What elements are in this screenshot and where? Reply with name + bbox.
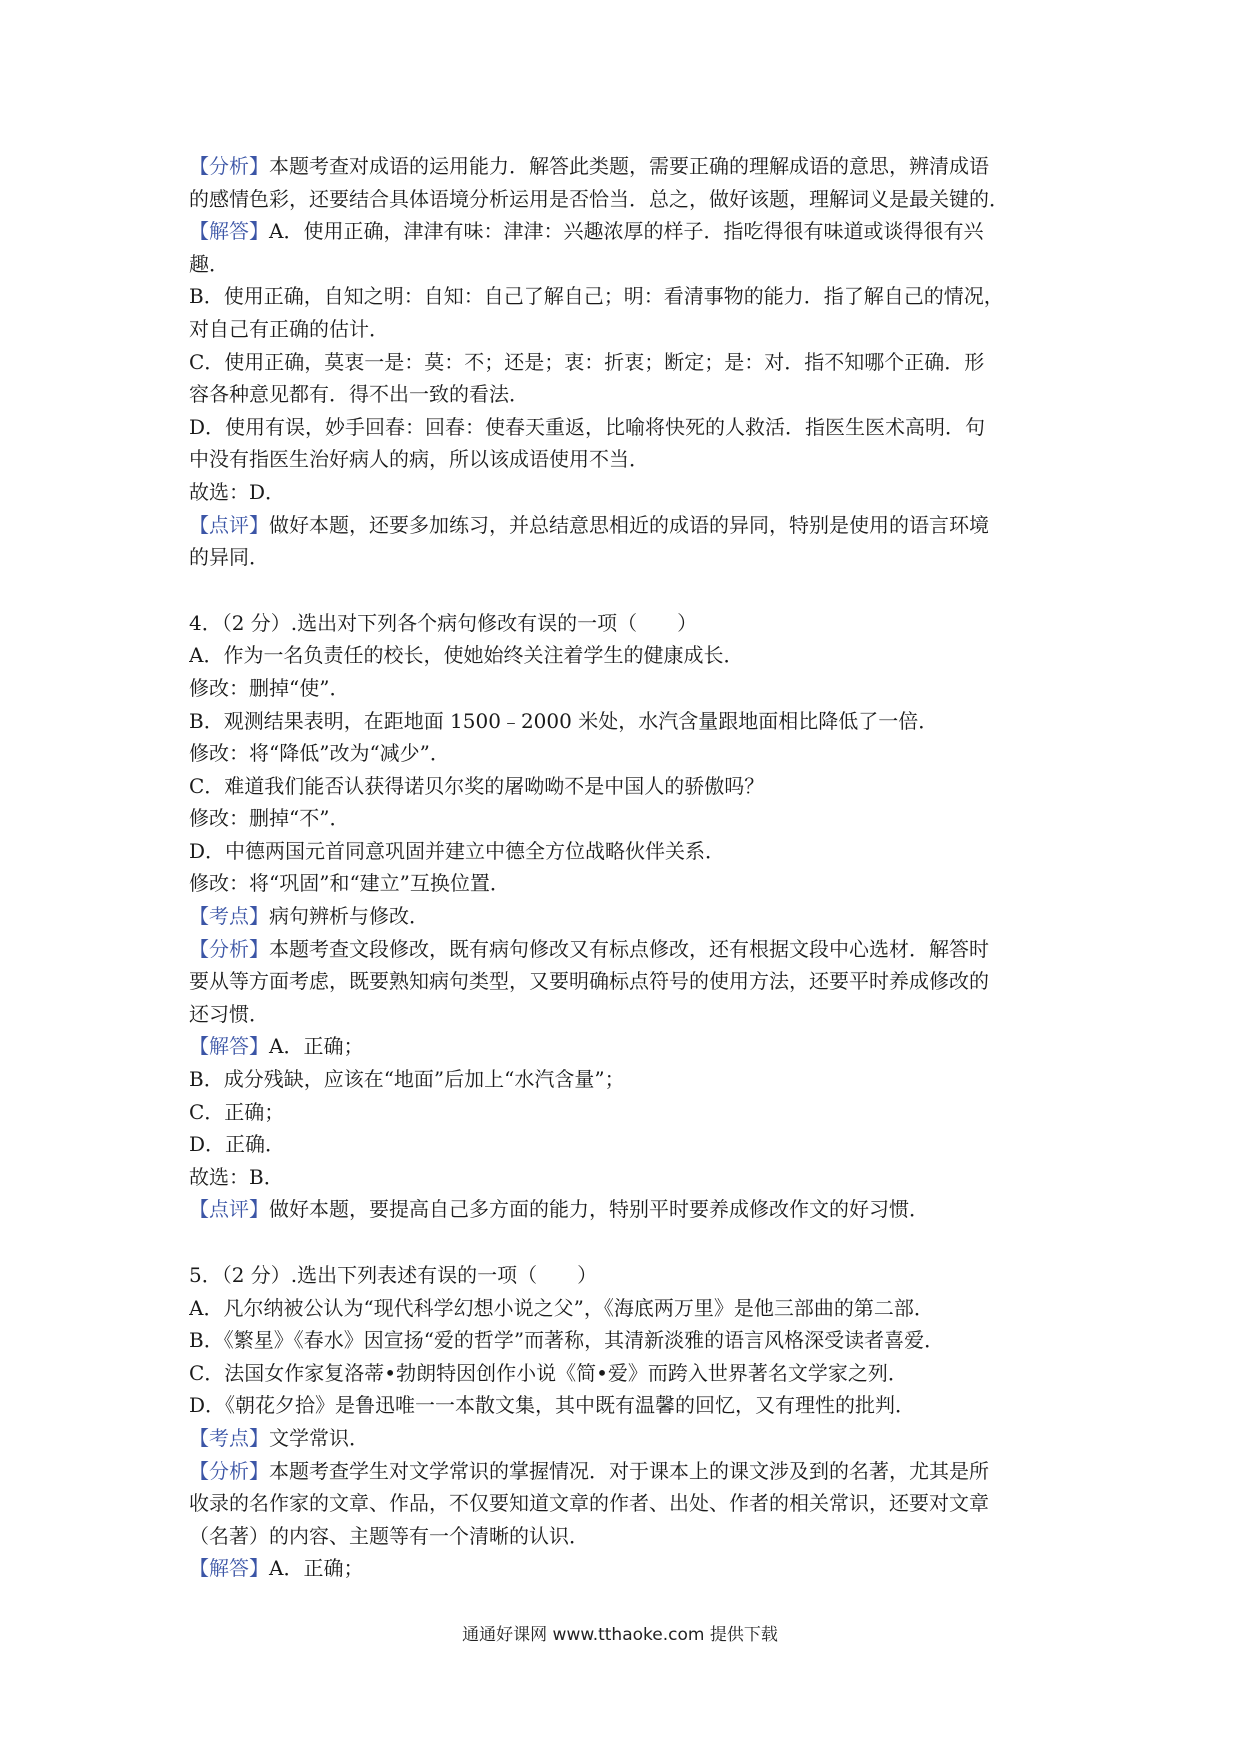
q5-option-b: B．《繁星》《春水》因宣扬“爱的哲学”而著称，其清新淡雅的语言风格深受读者喜爱． (189, 1328, 945, 1353)
q4-option-a-fix: 修改：删掉“使”． (189, 675, 350, 700)
q5-answer-line-1 (189, 1552, 1059, 1585)
q4-answer-d: D．正确． (189, 1132, 286, 1157)
q5-answer-text-1: A．正确； (269, 1556, 364, 1581)
analysis-tag: 【分析】 (189, 1458, 269, 1483)
comment-tag: 【点评】 (189, 1197, 269, 1222)
point-tag: 【考点】 (189, 904, 269, 929)
q3-option-b-line-1: B．使用正确，自知之明：自知：自己了解自己；明：看清事物的能力．指了解自己的情况， (189, 284, 1004, 309)
q3-option-c-line-2: 容各种意见都有．得不出一致的看法． (189, 382, 529, 407)
q4-answer-text-1: A．正确； (269, 1034, 364, 1059)
q3-answer-line-1 (189, 215, 1059, 248)
q3-option-d-line-1: D．使用有误，妙手回春：回春：使春天重返，比喻将快死的人救活．指医生医术高明．句 (189, 414, 986, 439)
document-body (189, 150, 1059, 1585)
q5-analysis-line-2: 收录的名作家的文章、作品，不仅要知道文章的作者、出处、作者的相关常识，还要对文章 (189, 1491, 989, 1516)
q3-answer-line-2: 趣． (189, 251, 229, 276)
q5-analysis-text-1: 本题考查学生对文学常识的掌握情况．对于课本上的课文涉及到的名著，尤其是所 (269, 1458, 989, 1483)
q5-point-text: 文学常识． (269, 1425, 369, 1450)
q5-point-line (189, 1422, 1059, 1455)
analysis-tag: 【分析】 (189, 154, 269, 178)
q4-option-b: B．观测结果表明，在距地面 1500﹣2000 米处，水汽含量跟地面相比降低了一倍． (189, 708, 939, 733)
q3-comment-text-1: 做好本题，还要多加练习，并总结意思相近的成语的异同，特别是使用的语言环境 (269, 512, 989, 537)
q4-point-text: 病句辨析与修改． (269, 904, 429, 929)
q4-option-a: A．作为一名负责任的校长，使她始终关注着学生的健康成长． (189, 643, 744, 668)
q3-option-b-line-2: 对自己有正确的估计． (189, 316, 389, 341)
spacer (189, 1226, 1059, 1259)
q3-choice: 故选：D． (189, 479, 286, 504)
q4-option-b-fix: 修改：将“降低”改为“减少”． (189, 741, 450, 766)
q3-comment-line-1 (189, 509, 1059, 542)
answer-tag: 【解答】 (189, 219, 269, 244)
q4-title: 4．（2 分）.选出对下列各个病句修改有误的一项（ ） (189, 610, 698, 635)
q4-point-line (189, 900, 1059, 933)
q4-choice: 故选：B． (189, 1164, 284, 1189)
q5-analysis-line-3: （名著）的内容、主题等有一个清晰的认识． (189, 1523, 589, 1548)
q4-analysis-line-3: 还习惯． (189, 1001, 269, 1026)
q4-option-c: C．难道我们能否认获得诺贝尔奖的屠呦呦不是中国人的骄傲吗？ (189, 773, 765, 798)
q3-analysis-line-2: 的感情色彩，还要结合具体语境分析运用是否恰当．总之，做好该题，理解词义是最关键的． (189, 186, 1009, 211)
q4-option-d: D．中德两国元首同意巩固并建立中德全方位战略伙伴关系． (189, 838, 726, 863)
q3-answer-text-1: A．使用正确，津津有味：津津：兴趣浓厚的样子．指吃得很有味道或谈得很有兴 (269, 219, 984, 244)
q4-option-d-fix: 修改：将“巩固”和“建立”互换位置． (189, 871, 510, 896)
q4-analysis-line-2: 要从等方面考虑，既要熟知病句类型，又要明确标点符号的使用方法，还要平时养成修改的 (189, 969, 989, 994)
page-footer: 通通好课网 www.tthaoke.com 提供下载 (462, 1625, 778, 1645)
q5-option-c: C．法国女作家复洛蒂•勃朗特因创作小说《简•爱》而跨入世界著名文学家之列． (189, 1360, 908, 1385)
q4-analysis-line-1 (189, 933, 1059, 966)
q4-answer-c: C．正确； (189, 1099, 285, 1124)
q5-analysis-line-1 (189, 1455, 1059, 1488)
q3-option-d-line-2: 中没有指医生治好病人的病，所以该成语使用不当． (189, 447, 649, 472)
q4-answer-b: B．成分残缺，应该在“地面”后加上“水汽含量”； (189, 1067, 625, 1092)
q4-comment-line (189, 1193, 1059, 1226)
spacer (189, 574, 1059, 607)
q3-analysis-line-1 (189, 150, 1059, 183)
q4-answer-line-1 (189, 1030, 1059, 1063)
comment-tag: 【点评】 (189, 512, 269, 537)
q3-analysis-text-1: 本题考查对成语的运用能力．解答此类题，需要正确的理解成语的意思，辨清成语 (269, 154, 989, 178)
q4-analysis-text-1: 本题考查文段修改，既有病句修改又有标点修改，还有根据文段中心选材．解答时 (269, 936, 989, 961)
q3-comment-line-2: 的异同． (189, 545, 269, 570)
q3-option-c-line-1: C．使用正确，莫衷一是：莫：不；还是；衷：折衷；断定；是：对．指不知哪个正确．形 (189, 349, 985, 374)
q4-option-c-fix: 修改：删掉“不”． (189, 806, 350, 831)
q5-option-d: D．《朝花夕拾》是鲁迅唯一一本散文集，其中既有温馨的回忆，又有理性的批判． (189, 1393, 916, 1418)
q5-title: 5．（2 分）.选出下列表述有误的一项（ ） (189, 1263, 598, 1287)
answer-tag: 【解答】 (189, 1034, 269, 1059)
q5-option-a: A．凡尔纳被公认为“现代科学幻想小说之父”，《海底两万里》是他三部曲的第二部． (189, 1295, 934, 1320)
point-tag: 【考点】 (189, 1425, 269, 1450)
q4-comment-text: 做好本题，要提高自己多方面的能力，特别平时要养成修改作文的好习惯． (269, 1197, 929, 1222)
answer-tag: 【解答】 (189, 1556, 269, 1581)
analysis-tag: 【分析】 (189, 936, 269, 961)
